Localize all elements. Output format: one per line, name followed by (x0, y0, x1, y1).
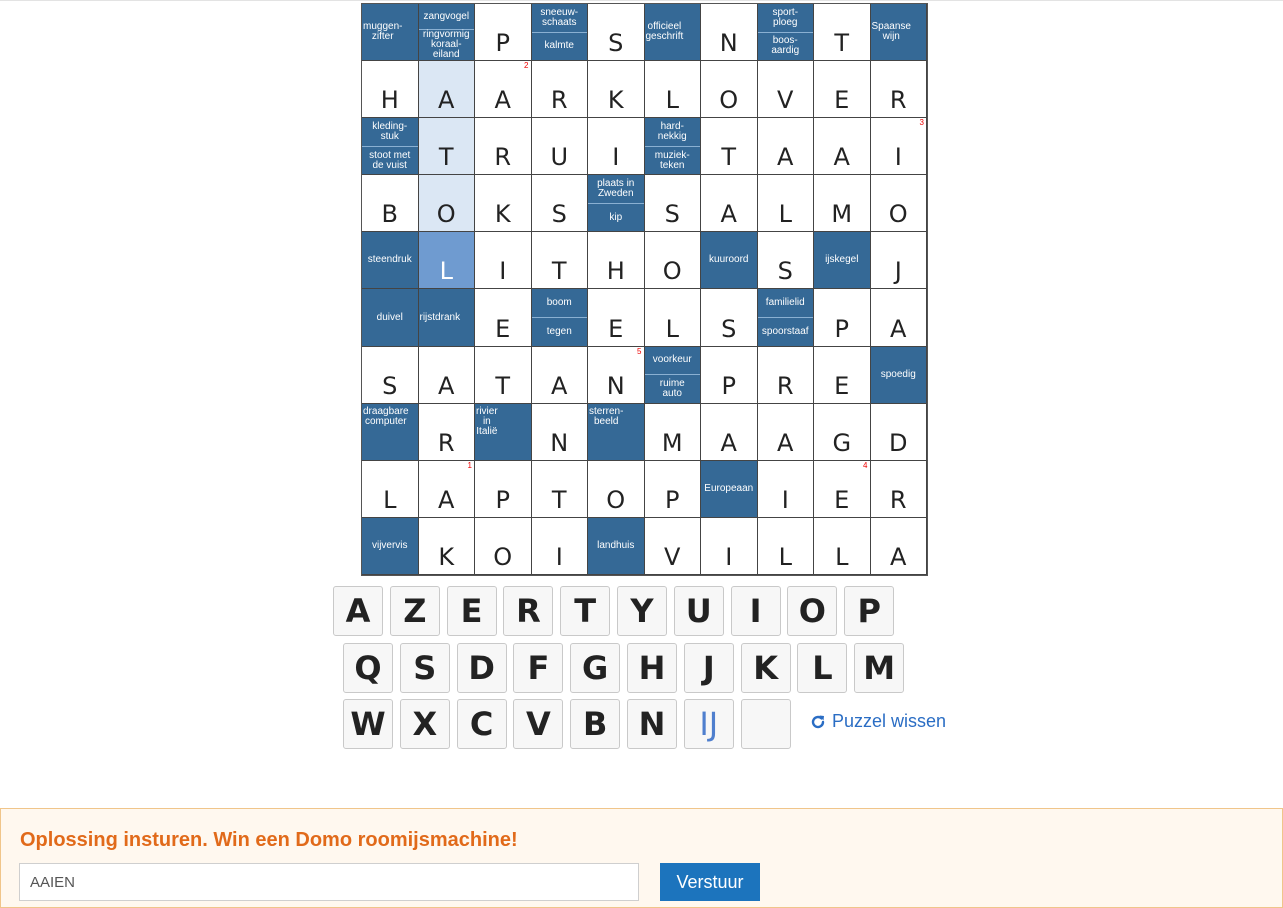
key-z[interactable]: Z (390, 586, 440, 636)
letter-cell[interactable] (645, 404, 702, 461)
letter-cell[interactable] (588, 4, 645, 61)
cell-letter: O (493, 542, 513, 571)
refresh-icon (810, 714, 826, 730)
letter-cell[interactable] (701, 4, 758, 61)
cell-letter: T (834, 29, 850, 58)
clue-cell (362, 4, 419, 61)
cell-letter: A (438, 86, 455, 115)
clue-cell (362, 289, 419, 346)
key-w[interactable]: W (343, 699, 393, 749)
cell-letter: K (494, 200, 511, 229)
key-q[interactable]: Q (343, 643, 393, 693)
cell-letter: A (890, 314, 907, 343)
letter-cell[interactable] (419, 461, 476, 518)
letter-cell[interactable] (814, 461, 871, 518)
cell-letter: O (719, 86, 739, 115)
letter-cell[interactable] (758, 232, 815, 289)
cell-letter: S (551, 200, 567, 229)
key-k[interactable]: K (741, 643, 791, 693)
cell-letter: H (380, 86, 399, 115)
letter-cell[interactable] (532, 61, 589, 118)
cell-letter: I (612, 143, 620, 172)
key-l[interactable]: L (797, 643, 847, 693)
cell-letter: A (890, 542, 907, 571)
clue-text: vijvervis (371, 539, 408, 551)
key-v[interactable]: V (513, 699, 563, 749)
cell-letter: A (551, 371, 568, 400)
clue-text: hard- nekkig (657, 120, 687, 142)
clue-text: officieel geschrift (645, 21, 684, 43)
clue-text: steendruk (367, 254, 412, 266)
cell-letter: R (494, 143, 512, 172)
clue-text: boom (546, 297, 572, 309)
clue-text: voorkeur (652, 354, 692, 366)
cell-letter: M (831, 200, 853, 229)
cell-letter: G (832, 428, 852, 457)
letter-cell[interactable] (419, 175, 476, 232)
clue-text: duivel (376, 311, 403, 323)
cell-letter: H (606, 257, 625, 286)
clue-text: sneeuw- schaats (540, 6, 579, 28)
letter-cell[interactable] (419, 518, 476, 575)
clue-cell (588, 518, 645, 575)
letter-cell[interactable] (814, 518, 871, 575)
clear-puzzle-link[interactable] (810, 711, 946, 732)
clue-text: plaats in Zweden (597, 178, 635, 200)
letter-cell[interactable] (532, 461, 589, 518)
clue-text: rivier in Italië (476, 405, 498, 437)
clue-text: kip (588, 203, 644, 232)
cell-letter: O (662, 257, 682, 286)
solution-index-number: 4 (863, 460, 868, 470)
letter-cell[interactable] (475, 518, 532, 575)
letter-cell[interactable] (645, 232, 702, 289)
clue-cell (758, 4, 815, 61)
clue-text: landhuis (597, 539, 635, 551)
cell-letter: L (778, 200, 792, 229)
cell-letter: J (894, 257, 902, 286)
letter-cell[interactable] (871, 175, 928, 232)
cell-letter: L (665, 86, 679, 115)
solution-index-number: 5 (637, 346, 642, 356)
cell-letter: P (834, 314, 849, 343)
letter-cell[interactable] (871, 461, 928, 518)
cell-letter: V (664, 542, 681, 571)
cell-letter: T (438, 143, 454, 172)
letter-cell[interactable] (645, 289, 702, 346)
solution-index-number: 2 (524, 61, 529, 71)
cell-letter: N (606, 371, 625, 400)
clue-cell (701, 461, 758, 518)
key-r[interactable]: R (503, 586, 553, 636)
cell-letter: A (438, 485, 455, 514)
key-g[interactable]: G (570, 643, 620, 693)
cell-letter: A (777, 143, 794, 172)
cell-letter: M (661, 428, 683, 457)
letter-cell[interactable] (532, 118, 589, 175)
letter-cell[interactable] (362, 175, 419, 232)
letter-cell[interactable] (475, 347, 532, 404)
letter-cell[interactable] (419, 404, 476, 461)
clue-cell (814, 232, 871, 289)
clue-text: stoot met de vuist (362, 146, 418, 175)
key-n[interactable]: N (627, 699, 677, 749)
cell-letter: S (777, 257, 793, 286)
letter-cell[interactable] (645, 461, 702, 518)
clue-text: spoedig (880, 368, 916, 380)
clue-cell (475, 404, 532, 461)
clue-cell (645, 118, 702, 175)
cell-letter: U (550, 143, 569, 172)
letter-cell[interactable] (701, 404, 758, 461)
clue-cell (419, 289, 476, 346)
letter-cell[interactable] (588, 61, 645, 118)
cell-letter: T (551, 257, 567, 286)
letter-cell[interactable] (419, 232, 476, 289)
key-d[interactable]: D (457, 643, 507, 693)
clue-cell (871, 347, 928, 404)
cell-letter: O (888, 200, 908, 229)
clue-text: familielid (765, 297, 805, 309)
letter-cell[interactable] (588, 461, 645, 518)
clue-cell (362, 518, 419, 575)
key-h[interactable]: H (627, 643, 677, 693)
letter-cell[interactable] (758, 461, 815, 518)
letter-cell[interactable] (532, 518, 589, 575)
letter-cell[interactable] (758, 118, 815, 175)
letter-cell[interactable] (475, 232, 532, 289)
clue-text: tegen (532, 317, 588, 346)
letter-cell[interactable] (701, 118, 758, 175)
letter-cell[interactable] (475, 61, 532, 118)
letter-cell[interactable] (532, 232, 589, 289)
cell-letter: R (550, 86, 568, 115)
submit-title: Oplossing insturen. Win een Domo roomijsmachine! (20, 829, 518, 851)
letter-cell[interactable] (871, 404, 928, 461)
clue-cell (532, 4, 589, 61)
letter-cell[interactable] (588, 289, 645, 346)
letter-cell[interactable] (814, 4, 871, 61)
letter-cell[interactable] (814, 118, 871, 175)
clue-cell (758, 289, 815, 346)
cell-letter: A (720, 200, 737, 229)
cell-letter: L (835, 542, 849, 571)
answer-input[interactable] (19, 863, 639, 901)
letter-cell[interactable] (532, 175, 589, 232)
letter-cell[interactable] (475, 4, 532, 61)
letter-cell[interactable] (814, 347, 871, 404)
letter-cell[interactable] (701, 518, 758, 575)
clue-cell (532, 289, 589, 346)
key-m[interactable]: M (854, 643, 904, 693)
cell-letter: A (494, 86, 511, 115)
clue-text: sport- ploeg (772, 6, 799, 28)
clue-text: muggen- zifter (363, 21, 403, 43)
clue-text: zangvogel (423, 10, 470, 22)
letter-cell[interactable] (419, 61, 476, 118)
letter-cell[interactable] (532, 347, 589, 404)
key-j[interactable]: J (684, 643, 734, 693)
clue-text: sterren- beeld (589, 405, 624, 427)
letter-cell[interactable] (362, 347, 419, 404)
letter-cell[interactable] (362, 61, 419, 118)
cell-letter: A (833, 143, 850, 172)
letter-cell[interactable] (814, 289, 871, 346)
letter-cell[interactable] (701, 347, 758, 404)
cell-letter: N (550, 428, 569, 457)
cell-letter: K (607, 86, 624, 115)
letter-cell[interactable] (758, 347, 815, 404)
cell-letter: R (889, 86, 907, 115)
cell-letter: T (495, 371, 511, 400)
clue-text: kuuroord (709, 254, 749, 266)
key-ij[interactable]: IJ (684, 699, 734, 749)
clue-text: ruime auto (645, 374, 701, 403)
send-button[interactable]: Verstuur (660, 863, 760, 901)
clue-text: draagbare computer (363, 405, 409, 427)
cell-letter: L (383, 485, 397, 514)
key-a[interactable]: A (333, 586, 383, 636)
cell-letter: T (551, 485, 567, 514)
clue-text: kalmte (532, 32, 588, 61)
letter-cell[interactable] (588, 118, 645, 175)
key-u[interactable]: U (674, 586, 724, 636)
solution-index-number: 1 (467, 460, 472, 470)
cell-letter: I (555, 542, 563, 571)
letter-cell[interactable] (701, 175, 758, 232)
clue-text: ijskegel (825, 254, 859, 266)
clue-cell (871, 4, 928, 61)
key-f[interactable]: F (513, 643, 563, 693)
cell-letter: K (438, 542, 455, 571)
cell-letter: R (437, 428, 455, 457)
cell-letter: O (606, 485, 626, 514)
cell-letter: S (664, 200, 680, 229)
cell-letter: I (499, 257, 507, 286)
cell-letter: A (720, 428, 737, 457)
letter-cell[interactable] (475, 175, 532, 232)
letter-cell[interactable] (362, 461, 419, 518)
key-y[interactable]: Y (617, 586, 667, 636)
letter-cell[interactable] (871, 61, 928, 118)
cell-letter: N (719, 29, 738, 58)
cell-letter: P (721, 371, 736, 400)
cell-letter: T (721, 143, 737, 172)
letter-cell[interactable] (814, 175, 871, 232)
cell-letter: D (889, 428, 908, 457)
cell-letter: I (894, 143, 902, 172)
clue-cell (701, 232, 758, 289)
clear-puzzle-label: Puzzel wissen (832, 711, 947, 731)
cell-letter: V (777, 86, 794, 115)
clue-text: rijstdrank (419, 311, 461, 323)
top-divider (0, 0, 1283, 1)
cell-letter: P (495, 485, 510, 514)
cell-letter: P (495, 29, 510, 58)
letter-cell[interactable] (814, 61, 871, 118)
letter-cell[interactable] (758, 404, 815, 461)
clue-cell (362, 118, 419, 175)
letter-cell[interactable] (475, 289, 532, 346)
cell-letter: R (889, 485, 907, 514)
clue-text: Europeaan (704, 482, 754, 494)
solution-index-number: 3 (919, 118, 924, 128)
cell-letter: E (495, 314, 511, 343)
cell-letter: I (725, 542, 733, 571)
clue-cell (588, 175, 645, 232)
letter-cell[interactable] (758, 518, 815, 575)
letter-cell[interactable] (645, 61, 702, 118)
letter-cell[interactable] (758, 175, 815, 232)
letter-cell[interactable] (475, 118, 532, 175)
key-x[interactable]: X (400, 699, 450, 749)
cell-letter: E (608, 314, 624, 343)
cell-letter: E (834, 485, 850, 514)
crossword-grid (361, 3, 928, 576)
letter-cell[interactable] (814, 404, 871, 461)
cell-letter: L (439, 257, 453, 286)
submit-panel (0, 808, 1283, 908)
letter-cell[interactable] (588, 347, 645, 404)
clue-text: kleding- stuk (372, 120, 408, 142)
letter-cell[interactable] (701, 61, 758, 118)
key-t[interactable]: T (560, 586, 610, 636)
cell-letter: E (834, 371, 850, 400)
clue-text: spoorstaaf (758, 317, 814, 346)
letter-cell[interactable] (419, 347, 476, 404)
letter-cell[interactable] (588, 232, 645, 289)
cell-letter: L (778, 542, 792, 571)
letter-cell[interactable] (871, 518, 928, 575)
key-p[interactable]: P (844, 586, 894, 636)
clue-cell (588, 404, 645, 461)
clue-cell (362, 232, 419, 289)
cell-letter: B (381, 200, 398, 229)
clue-text: Spaanse wijn (871, 21, 911, 43)
key-c[interactable]: C (457, 699, 507, 749)
cell-letter: L (665, 314, 679, 343)
letter-cell[interactable] (419, 118, 476, 175)
clue-text: ringvormig koraal- eiland (419, 29, 475, 60)
key-o[interactable]: O (787, 586, 837, 636)
letter-cell[interactable] (871, 118, 928, 175)
cell-letter: O (436, 200, 456, 229)
key-i[interactable]: I (731, 586, 781, 636)
key-s[interactable]: S (400, 643, 450, 693)
cell-letter: S (608, 29, 624, 58)
letter-cell[interactable] (701, 289, 758, 346)
cell-letter: A (777, 428, 794, 457)
letter-cell[interactable] (475, 461, 532, 518)
cell-letter: P (665, 485, 680, 514)
letter-cell[interactable] (871, 232, 928, 289)
cell-letter: S (382, 371, 398, 400)
cell-letter: S (721, 314, 737, 343)
letter-cell[interactable] (758, 61, 815, 118)
letter-cell[interactable] (645, 175, 702, 232)
clue-cell (645, 347, 702, 404)
cell-letter: I (781, 485, 789, 514)
clue-cell (419, 4, 476, 61)
cell-letter: R (776, 371, 794, 400)
key-b[interactable]: B (570, 699, 620, 749)
clue-cell (362, 404, 419, 461)
clue-text: muziek- teken (645, 146, 701, 175)
cell-letter: A (438, 371, 455, 400)
key-e[interactable]: E (447, 586, 497, 636)
key-blank[interactable] (741, 699, 791, 749)
letter-cell[interactable] (871, 289, 928, 346)
cell-letter: E (834, 86, 850, 115)
letter-cell[interactable] (532, 404, 589, 461)
clue-text: boos- aardig (758, 32, 814, 61)
clue-cell (645, 4, 702, 61)
letter-cell[interactable] (645, 518, 702, 575)
